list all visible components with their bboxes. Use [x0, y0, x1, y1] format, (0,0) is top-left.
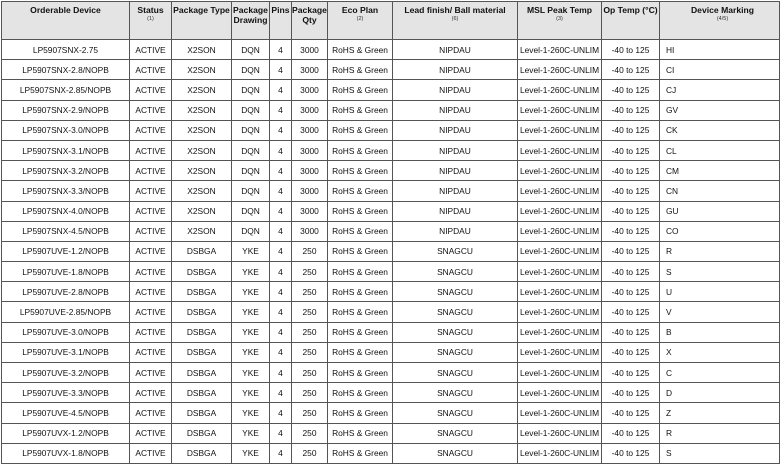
- cell-op-temp: -40 to 125: [602, 60, 660, 80]
- cell-eco-plan: RoHS & Green: [328, 363, 393, 383]
- cell-msl-peak-temp: Level-1-260C-UNLIM: [518, 80, 602, 100]
- cell-pins: 4: [270, 120, 292, 140]
- column-header-footnote: (4/5): [716, 16, 729, 22]
- cell-op-temp: -40 to 125: [602, 342, 660, 362]
- cell-eco-plan: RoHS & Green: [328, 221, 393, 241]
- cell-package-type: DSBGA: [172, 383, 232, 403]
- table-row: [2, 322, 780, 342]
- cell-eco-plan: RoHS & Green: [328, 423, 393, 443]
- column-header-label: MSL Peak Temp: [526, 5, 593, 15]
- cell-eco-plan: RoHS & Green: [328, 403, 393, 423]
- cell-pins: 4: [270, 181, 292, 201]
- cell-msl-peak-temp: Level-1-260C-UNLIM: [518, 342, 602, 362]
- cell-pins: 4: [270, 100, 292, 120]
- cell-msl-peak-temp: Level-1-260C-UNLIM: [518, 282, 602, 302]
- cell-package-qty: 250: [292, 403, 328, 423]
- column-header-label: Orderable Device: [30, 5, 101, 15]
- cell-device-marking: Z: [660, 403, 780, 423]
- cell-package-drawing: YKE: [232, 262, 270, 282]
- cell-eco-plan: RoHS & Green: [328, 201, 393, 221]
- orderable-device-table: [1, 1, 780, 464]
- cell-package-drawing: YKE: [232, 241, 270, 261]
- column-header-footnote: (3): [556, 16, 563, 22]
- cell-package-qty: 250: [292, 302, 328, 322]
- cell-orderable-device: LP5907SNX-4.0/NOPB: [2, 201, 130, 221]
- cell-msl-peak-temp: Level-1-260C-UNLIM: [518, 403, 602, 423]
- column-header-status: [130, 2, 172, 40]
- cell-op-temp: -40 to 125: [602, 262, 660, 282]
- cell-pins: 4: [270, 363, 292, 383]
- table-row: [2, 60, 780, 80]
- cell-msl-peak-temp: Level-1-260C-UNLIM: [518, 40, 602, 60]
- cell-op-temp: -40 to 125: [602, 363, 660, 383]
- cell-eco-plan: RoHS & Green: [328, 443, 393, 463]
- cell-device-marking: U: [660, 282, 780, 302]
- cell-package-drawing: DQN: [232, 100, 270, 120]
- cell-device-marking: S: [660, 262, 780, 282]
- cell-status: ACTIVE: [130, 40, 172, 60]
- cell-device-marking: CO: [660, 221, 780, 241]
- cell-op-temp: -40 to 125: [602, 383, 660, 403]
- cell-eco-plan: RoHS & Green: [328, 181, 393, 201]
- cell-lead-finish: NIPDAU: [393, 40, 518, 60]
- cell-package-drawing: YKE: [232, 302, 270, 322]
- column-header-op-temp: [602, 2, 660, 40]
- cell-package-qty: 250: [292, 322, 328, 342]
- cell-msl-peak-temp: Level-1-260C-UNLIM: [518, 241, 602, 261]
- table-row: [2, 120, 780, 140]
- cell-eco-plan: RoHS & Green: [328, 161, 393, 181]
- cell-status: ACTIVE: [130, 282, 172, 302]
- cell-lead-finish: SNAGCU: [393, 241, 518, 261]
- cell-orderable-device: LP5907SNX-3.3/NOPB: [2, 181, 130, 201]
- cell-msl-peak-temp: Level-1-260C-UNLIM: [518, 383, 602, 403]
- cell-device-marking: S: [660, 443, 780, 463]
- column-header-pins: [270, 2, 292, 40]
- cell-package-qty: 3000: [292, 40, 328, 60]
- cell-msl-peak-temp: Level-1-260C-UNLIM: [518, 302, 602, 322]
- cell-status: ACTIVE: [130, 221, 172, 241]
- table-row: [2, 140, 780, 160]
- cell-package-type: X2SON: [172, 161, 232, 181]
- cell-package-drawing: DQN: [232, 140, 270, 160]
- cell-device-marking: V: [660, 302, 780, 322]
- cell-package-type: X2SON: [172, 120, 232, 140]
- cell-device-marking: X: [660, 342, 780, 362]
- cell-device-marking: B: [660, 322, 780, 342]
- table-header: [2, 2, 780, 40]
- cell-lead-finish: SNAGCU: [393, 282, 518, 302]
- cell-pins: 4: [270, 322, 292, 342]
- cell-eco-plan: RoHS & Green: [328, 140, 393, 160]
- cell-pins: 4: [270, 423, 292, 443]
- cell-pins: 4: [270, 221, 292, 241]
- column-header-orderable-device: [2, 2, 130, 40]
- cell-status: ACTIVE: [130, 80, 172, 100]
- cell-lead-finish: SNAGCU: [393, 383, 518, 403]
- cell-eco-plan: RoHS & Green: [328, 383, 393, 403]
- column-header-label: Package Drawing: [233, 5, 268, 25]
- column-header-package-qty: [292, 2, 328, 40]
- column-header-footnote: (1): [147, 16, 154, 22]
- column-header-package-type: [172, 2, 232, 40]
- column-header-eco-plan: [328, 2, 393, 40]
- cell-msl-peak-temp: Level-1-260C-UNLIM: [518, 443, 602, 463]
- cell-op-temp: -40 to 125: [602, 201, 660, 221]
- cell-op-temp: -40 to 125: [602, 302, 660, 322]
- cell-op-temp: -40 to 125: [602, 322, 660, 342]
- cell-package-qty: 250: [292, 241, 328, 261]
- column-header-label: Op Temp (°C): [603, 5, 658, 15]
- cell-msl-peak-temp: Level-1-260C-UNLIM: [518, 100, 602, 120]
- column-header-label: Lead finish/ Ball material: [404, 5, 506, 15]
- cell-package-type: DSBGA: [172, 302, 232, 322]
- cell-status: ACTIVE: [130, 140, 172, 160]
- cell-status: ACTIVE: [130, 120, 172, 140]
- column-header-label: Eco Plan: [341, 5, 379, 15]
- cell-pins: 4: [270, 443, 292, 463]
- table-row: [2, 221, 780, 241]
- cell-orderable-device: LP5907UVE-1.2/NOPB: [2, 241, 130, 261]
- column-header-footnote: (2): [356, 16, 364, 22]
- cell-package-qty: 3000: [292, 181, 328, 201]
- table-row: [2, 403, 780, 423]
- cell-package-drawing: YKE: [232, 322, 270, 342]
- cell-package-drawing: DQN: [232, 60, 270, 80]
- cell-msl-peak-temp: Level-1-260C-UNLIM: [518, 322, 602, 342]
- cell-pins: 4: [270, 201, 292, 221]
- cell-eco-plan: RoHS & Green: [328, 120, 393, 140]
- cell-pins: 4: [270, 282, 292, 302]
- cell-lead-finish: NIPDAU: [393, 80, 518, 100]
- table-row: [2, 40, 780, 60]
- column-header-msl-peak-temp: [518, 2, 602, 40]
- cell-package-qty: 250: [292, 423, 328, 443]
- cell-pins: 4: [270, 60, 292, 80]
- column-header-label: Package Qty: [292, 5, 327, 25]
- cell-device-marking: D: [660, 383, 780, 403]
- cell-device-marking: CL: [660, 140, 780, 160]
- cell-lead-finish: NIPDAU: [393, 60, 518, 80]
- cell-status: ACTIVE: [130, 363, 172, 383]
- cell-package-drawing: YKE: [232, 383, 270, 403]
- cell-lead-finish: NIPDAU: [393, 221, 518, 241]
- cell-package-type: DSBGA: [172, 342, 232, 362]
- cell-eco-plan: RoHS & Green: [328, 80, 393, 100]
- cell-package-qty: 3000: [292, 201, 328, 221]
- cell-orderable-device: LP5907SNX-2.75: [2, 40, 130, 60]
- cell-op-temp: -40 to 125: [602, 140, 660, 160]
- cell-package-drawing: DQN: [232, 181, 270, 201]
- cell-msl-peak-temp: Level-1-260C-UNLIM: [518, 363, 602, 383]
- cell-orderable-device: LP5907SNX-4.5/NOPB: [2, 221, 130, 241]
- cell-msl-peak-temp: Level-1-260C-UNLIM: [518, 262, 602, 282]
- cell-status: ACTIVE: [130, 322, 172, 342]
- cell-orderable-device: LP5907SNX-3.1/NOPB: [2, 140, 130, 160]
- cell-op-temp: -40 to 125: [602, 423, 660, 443]
- cell-orderable-device: LP5907UVE-3.2/NOPB: [2, 363, 130, 383]
- cell-package-drawing: DQN: [232, 80, 270, 100]
- cell-package-type: DSBGA: [172, 443, 232, 463]
- cell-lead-finish: NIPDAU: [393, 161, 518, 181]
- column-header-label: Device Marking: [690, 5, 755, 15]
- cell-status: ACTIVE: [130, 302, 172, 322]
- cell-status: ACTIVE: [130, 443, 172, 463]
- table-row: [2, 383, 780, 403]
- cell-pins: 4: [270, 241, 292, 261]
- cell-orderable-device: LP5907UVE-2.85/NOPB: [2, 302, 130, 322]
- cell-device-marking: CN: [660, 181, 780, 201]
- table-row: [2, 302, 780, 322]
- column-header-device-marking: [660, 2, 780, 40]
- cell-op-temp: -40 to 125: [602, 80, 660, 100]
- cell-package-qty: 250: [292, 262, 328, 282]
- cell-lead-finish: NIPDAU: [393, 181, 518, 201]
- cell-eco-plan: RoHS & Green: [328, 302, 393, 322]
- cell-eco-plan: RoHS & Green: [328, 40, 393, 60]
- cell-device-marking: CI: [660, 60, 780, 80]
- cell-lead-finish: NIPDAU: [393, 201, 518, 221]
- cell-pins: 4: [270, 40, 292, 60]
- cell-package-type: X2SON: [172, 221, 232, 241]
- cell-package-drawing: DQN: [232, 201, 270, 221]
- cell-device-marking: CK: [660, 120, 780, 140]
- cell-package-type: DSBGA: [172, 403, 232, 423]
- cell-eco-plan: RoHS & Green: [328, 262, 393, 282]
- cell-lead-finish: SNAGCU: [393, 443, 518, 463]
- cell-op-temp: -40 to 125: [602, 241, 660, 261]
- cell-eco-plan: RoHS & Green: [328, 342, 393, 362]
- cell-lead-finish: NIPDAU: [393, 140, 518, 160]
- cell-lead-finish: SNAGCU: [393, 363, 518, 383]
- cell-msl-peak-temp: Level-1-260C-UNLIM: [518, 60, 602, 80]
- cell-package-qty: 3000: [292, 60, 328, 80]
- cell-status: ACTIVE: [130, 60, 172, 80]
- cell-device-marking: GV: [660, 100, 780, 120]
- table-row: [2, 423, 780, 443]
- cell-op-temp: -40 to 125: [602, 181, 660, 201]
- cell-orderable-device: LP5907UVX-1.2/NOPB: [2, 423, 130, 443]
- cell-package-type: DSBGA: [172, 241, 232, 261]
- cell-package-type: X2SON: [172, 100, 232, 120]
- table-row: [2, 241, 780, 261]
- cell-device-marking: HI: [660, 40, 780, 60]
- cell-eco-plan: RoHS & Green: [328, 282, 393, 302]
- cell-package-type: DSBGA: [172, 322, 232, 342]
- cell-status: ACTIVE: [130, 262, 172, 282]
- cell-status: ACTIVE: [130, 383, 172, 403]
- cell-status: ACTIVE: [130, 161, 172, 181]
- column-header-footnote: (6): [451, 16, 459, 22]
- cell-pins: 4: [270, 80, 292, 100]
- cell-package-type: X2SON: [172, 201, 232, 221]
- cell-package-qty: 250: [292, 383, 328, 403]
- cell-package-type: X2SON: [172, 140, 232, 160]
- cell-op-temp: -40 to 125: [602, 100, 660, 120]
- cell-op-temp: -40 to 125: [602, 161, 660, 181]
- header-row: [2, 2, 780, 40]
- cell-pins: 4: [270, 302, 292, 322]
- cell-orderable-device: LP5907UVE-3.1/NOPB: [2, 342, 130, 362]
- cell-package-drawing: YKE: [232, 403, 270, 423]
- cell-status: ACTIVE: [130, 423, 172, 443]
- cell-status: ACTIVE: [130, 201, 172, 221]
- cell-pins: 4: [270, 403, 292, 423]
- cell-package-type: DSBGA: [172, 423, 232, 443]
- cell-package-qty: 250: [292, 363, 328, 383]
- cell-eco-plan: RoHS & Green: [328, 241, 393, 261]
- table-row: [2, 161, 780, 181]
- cell-lead-finish: SNAGCU: [393, 302, 518, 322]
- table-row: [2, 80, 780, 100]
- cell-orderable-device: LP5907UVE-3.3/NOPB: [2, 383, 130, 403]
- cell-eco-plan: RoHS & Green: [328, 60, 393, 80]
- cell-package-qty: 250: [292, 282, 328, 302]
- cell-eco-plan: RoHS & Green: [328, 100, 393, 120]
- cell-op-temp: -40 to 125: [602, 443, 660, 463]
- cell-orderable-device: LP5907SNX-3.0/NOPB: [2, 120, 130, 140]
- cell-status: ACTIVE: [130, 241, 172, 261]
- cell-eco-plan: RoHS & Green: [328, 322, 393, 342]
- cell-device-marking: C: [660, 363, 780, 383]
- cell-orderable-device: LP5907UVE-3.0/NOPB: [2, 322, 130, 342]
- cell-orderable-device: LP5907UVX-1.8/NOPB: [2, 443, 130, 463]
- cell-lead-finish: NIPDAU: [393, 120, 518, 140]
- cell-msl-peak-temp: Level-1-260C-UNLIM: [518, 201, 602, 221]
- cell-lead-finish: SNAGCU: [393, 423, 518, 443]
- column-header-label: Package Type: [173, 5, 230, 15]
- cell-package-qty: 3000: [292, 100, 328, 120]
- cell-lead-finish: SNAGCU: [393, 403, 518, 423]
- cell-msl-peak-temp: Level-1-260C-UNLIM: [518, 140, 602, 160]
- cell-op-temp: -40 to 125: [602, 40, 660, 60]
- cell-orderable-device: LP5907SNX-2.85/NOPB: [2, 80, 130, 100]
- cell-package-type: X2SON: [172, 40, 232, 60]
- cell-pins: 4: [270, 262, 292, 282]
- cell-pins: 4: [270, 140, 292, 160]
- cell-package-type: DSBGA: [172, 363, 232, 383]
- table-row: [2, 181, 780, 201]
- cell-package-drawing: YKE: [232, 342, 270, 362]
- cell-device-marking: CM: [660, 161, 780, 181]
- cell-pins: 4: [270, 342, 292, 362]
- column-header-lead-finish: [393, 2, 518, 40]
- cell-package-drawing: YKE: [232, 443, 270, 463]
- cell-op-temp: -40 to 125: [602, 120, 660, 140]
- cell-status: ACTIVE: [130, 403, 172, 423]
- cell-package-qty: 3000: [292, 120, 328, 140]
- cell-orderable-device: LP5907UVE-2.8/NOPB: [2, 282, 130, 302]
- cell-msl-peak-temp: Level-1-260C-UNLIM: [518, 161, 602, 181]
- cell-package-drawing: DQN: [232, 120, 270, 140]
- cell-lead-finish: SNAGCU: [393, 322, 518, 342]
- cell-package-qty: 250: [292, 443, 328, 463]
- table-row: [2, 100, 780, 120]
- cell-op-temp: -40 to 125: [602, 282, 660, 302]
- cell-op-temp: -40 to 125: [602, 221, 660, 241]
- cell-device-marking: GU: [660, 201, 780, 221]
- cell-pins: 4: [270, 383, 292, 403]
- table-row: [2, 363, 780, 383]
- column-header-label: Status: [137, 5, 164, 15]
- column-header-label: Pins: [271, 5, 290, 15]
- cell-package-drawing: DQN: [232, 40, 270, 60]
- cell-package-qty: 3000: [292, 140, 328, 160]
- cell-package-drawing: DQN: [232, 221, 270, 241]
- table-row: [2, 443, 780, 463]
- cell-lead-finish: SNAGCU: [393, 262, 518, 282]
- cell-status: ACTIVE: [130, 342, 172, 362]
- cell-orderable-device: LP5907SNX-2.8/NOPB: [2, 60, 130, 80]
- cell-pins: 4: [270, 161, 292, 181]
- cell-package-drawing: YKE: [232, 282, 270, 302]
- cell-device-marking: CJ: [660, 80, 780, 100]
- cell-msl-peak-temp: Level-1-260C-UNLIM: [518, 221, 602, 241]
- cell-msl-peak-temp: Level-1-260C-UNLIM: [518, 181, 602, 201]
- column-header-package-drawing: [232, 2, 270, 40]
- cell-package-type: X2SON: [172, 60, 232, 80]
- cell-package-qty: 3000: [292, 161, 328, 181]
- cell-package-type: X2SON: [172, 80, 232, 100]
- cell-package-qty: 250: [292, 342, 328, 362]
- cell-orderable-device: LP5907UVE-4.5/NOPB: [2, 403, 130, 423]
- cell-orderable-device: LP5907SNX-3.2/NOPB: [2, 161, 130, 181]
- table-row: [2, 201, 780, 221]
- cell-op-temp: -40 to 125: [602, 403, 660, 423]
- cell-package-drawing: DQN: [232, 161, 270, 181]
- cell-lead-finish: NIPDAU: [393, 100, 518, 120]
- orderable-device-table-container: [1, 1, 780, 464]
- cell-package-type: DSBGA: [172, 262, 232, 282]
- cell-orderable-device: LP5907SNX-2.9/NOPB: [2, 100, 130, 120]
- cell-package-type: DSBGA: [172, 282, 232, 302]
- cell-package-qty: 3000: [292, 80, 328, 100]
- table-row: [2, 282, 780, 302]
- cell-device-marking: R: [660, 423, 780, 443]
- cell-package-drawing: YKE: [232, 423, 270, 443]
- cell-status: ACTIVE: [130, 181, 172, 201]
- cell-package-drawing: YKE: [232, 363, 270, 383]
- cell-msl-peak-temp: Level-1-260C-UNLIM: [518, 423, 602, 443]
- table-body: [2, 40, 780, 464]
- table-row: [2, 342, 780, 362]
- cell-device-marking: R: [660, 241, 780, 261]
- cell-lead-finish: SNAGCU: [393, 342, 518, 362]
- table-row: [2, 262, 780, 282]
- cell-package-type: X2SON: [172, 181, 232, 201]
- cell-status: ACTIVE: [130, 100, 172, 120]
- cell-orderable-device: LP5907UVE-1.8/NOPB: [2, 262, 130, 282]
- cell-msl-peak-temp: Level-1-260C-UNLIM: [518, 120, 602, 140]
- cell-package-qty: 3000: [292, 221, 328, 241]
